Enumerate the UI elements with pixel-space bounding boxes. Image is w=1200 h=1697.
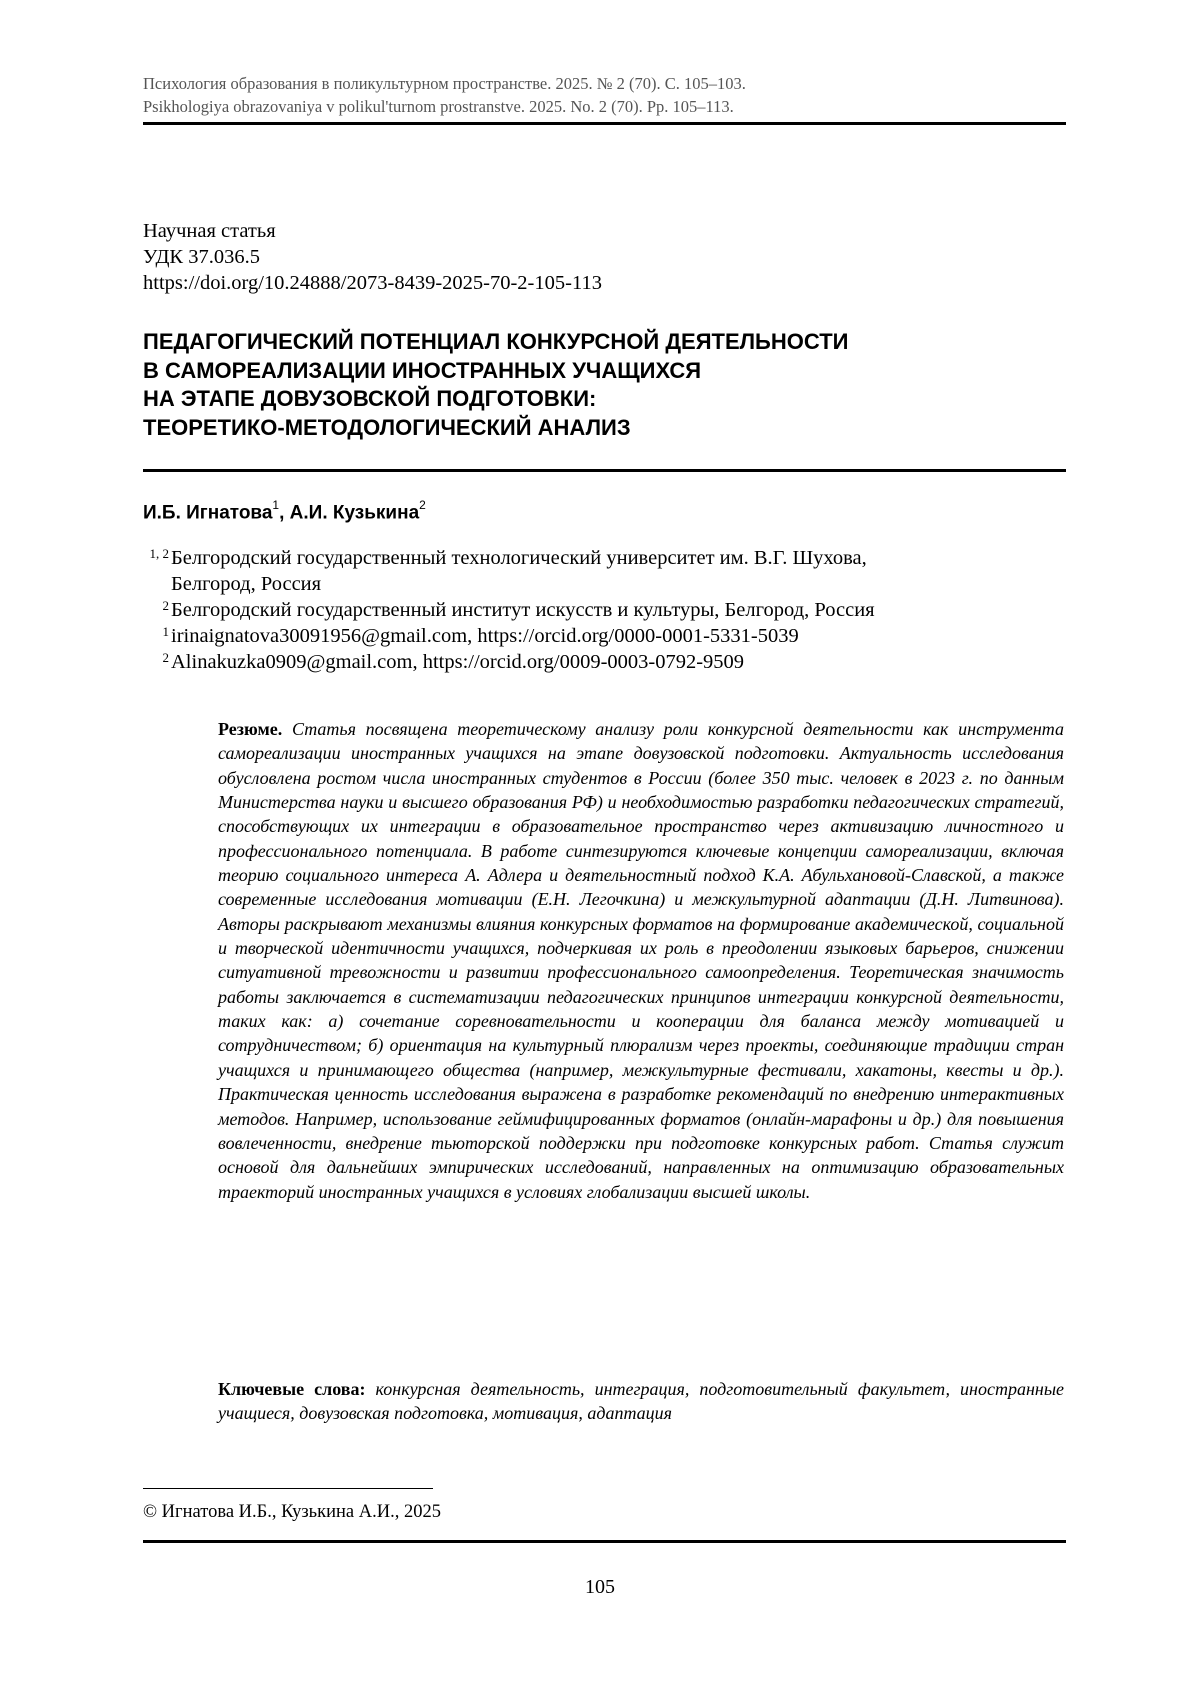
running-head-ru: Психология образования в поликультурном пространстве. 2025. № 2 (70). С. 105–103. (143, 74, 746, 93)
title-line: НА ЭТАПЕ ДОВУЗОВСКОЙ ПОДГОТОВКИ: (143, 386, 597, 411)
running-head (143, 72, 1063, 118)
keywords (218, 1377, 1064, 1426)
affiliation-mark: 1 (162, 624, 169, 639)
contact-item (143, 649, 1073, 675)
affiliation-city: Белгород, Россия (171, 573, 322, 595)
affiliation-text: Белгородский государственный технологический университет им. В.Г. Шухова, (171, 547, 867, 569)
title-line: В САМОРЕАЛИЗАЦИИ ИНОСТРАННЫХ УЧАЩИХСЯ (143, 357, 702, 383)
abstract (218, 717, 1064, 1204)
author-affiliation-mark: 1 (272, 498, 280, 512)
contact-item (143, 623, 1073, 649)
page-number: 105 (585, 1576, 615, 1598)
affiliation-mark: 2 (162, 598, 169, 613)
author-separator: , (279, 502, 290, 524)
contact-text[interactable]: Alinakuzka0909@gmail.com, https://orcid.org/0009-0003-0792-9509 (171, 651, 745, 673)
article-title (143, 328, 1073, 442)
keywords-text: конкурсная деятельность, интеграция, подготовительный факультет, иностранные учащиеся, довузовская подготовка, мотивация, адаптация (218, 1379, 1064, 1424)
article-meta (143, 218, 602, 296)
doi-link[interactable]: https://doi.org/10.24888/2073-8439-2025-70-2-105-113 (143, 272, 602, 294)
affiliation-item-continued (143, 571, 1073, 597)
affiliation-mark: 2 (162, 650, 169, 665)
title-line: ТЕОРЕТИКО-МЕТОДОЛОГИЧЕСКИЙ АНАЛИЗ (143, 414, 631, 440)
udc-code: УДК 37.036.5 (143, 246, 260, 268)
affiliation-item (143, 597, 1073, 623)
header-rule (143, 122, 1066, 125)
footer-rule (143, 1540, 1066, 1543)
affiliations (143, 545, 1073, 675)
footnote-rule (143, 1488, 433, 1489)
copyright-notice: © Игнатова И.Б., Кузькина А.И., 2025 (143, 1502, 441, 1522)
contact-text[interactable]: irinaignatova30091956@gmail.com, https://orcid.org/0000-0001-5331-5039 (171, 625, 799, 647)
abstract-label: Резюме. (218, 719, 283, 739)
affiliation-item (143, 545, 1073, 571)
author-name: А.И. Кузькина (289, 502, 420, 524)
title-rule (143, 469, 1066, 472)
running-head-en: Psikhologiya obrazovaniya v polikul'turnom prostranstve. 2025. No. 2 (70). Pp. 105–113. (143, 97, 734, 116)
author-list (143, 500, 426, 524)
article-type: Научная статья (143, 220, 276, 242)
title-line: ПЕДАГОГИЧЕСКИЙ ПОТЕНЦИАЛ КОНКУРСНОЙ ДЕЯТЕЛЬНОСТИ (143, 329, 849, 354)
author-affiliation-mark: 2 (419, 498, 426, 512)
keywords-label: Ключевые слова: (218, 1379, 366, 1399)
affiliation-text: Белгородский государственный институт искусств и культуры, Белгород, Россия (171, 599, 875, 621)
affiliation-mark: 1, 2 (149, 546, 169, 561)
abstract-text: Статья посвящена теоретическому анализу роли конкурсной деятельности как инструмента самореализации иностранных учащихся на этапе довузовской подготовки. Актуальность исследования обусловлена ростом числа иностранных студентов в России (более 350 тыс. человек в 2023 г. по данным Министерства науки и высшего образования РФ) и необходимостью разработки педагогических стратегий, способствующих их интеграции в образовательное пространство через активизацию личностного и профессионального потенциала. В работе синтезируются ключевые концепции самореализации, включая теорию социального интереса А. Адлера и деятельностный подход К.А. Абульхановой-Славской, а также современные исследования мотивации (Е.Н. Легочкина) и межкультурной адаптации (Д.Н. Литвинова). Авторы раскрывают механизмы влияния конкурсных форматов на формирование академической, социальной и творческой идентичности учащихся, подчеркивая их роль в преодолении языковых барьеров, снижении ситуативной тревожности и развитии профессионального самоопределения. Теоретическая значимость работы заключается в систематизации педагогических принципов интеграции конкурсной деятельности, таких как: а) сочетание соревновательности и кооперации для баланса между мотивацией и сотрудничеством; б) ориентация на культурный плюрализм через проекты, соединяющие традиции стран учащихся и принимающего общества (например, межкультурные фестивали, хакатоны, квесты и др.). Практическая ценность исследования выражена в разработке рекомендаций по внедрению интерактивных методов. Например, использование геймифицированных форматов (онлайн-марафоны и др.) для повышения вовлеченности, внедрение тьюторской поддержки при подготовке конкурсных работ. Статья служит основой для дальнейших эмпирических исследований, направленных на оптимизацию образовательных траекторий иностранных учащихся в условиях глобализации высшей школы. (218, 719, 1065, 1202)
author-name: И.Б. Игнатова (143, 502, 273, 524)
